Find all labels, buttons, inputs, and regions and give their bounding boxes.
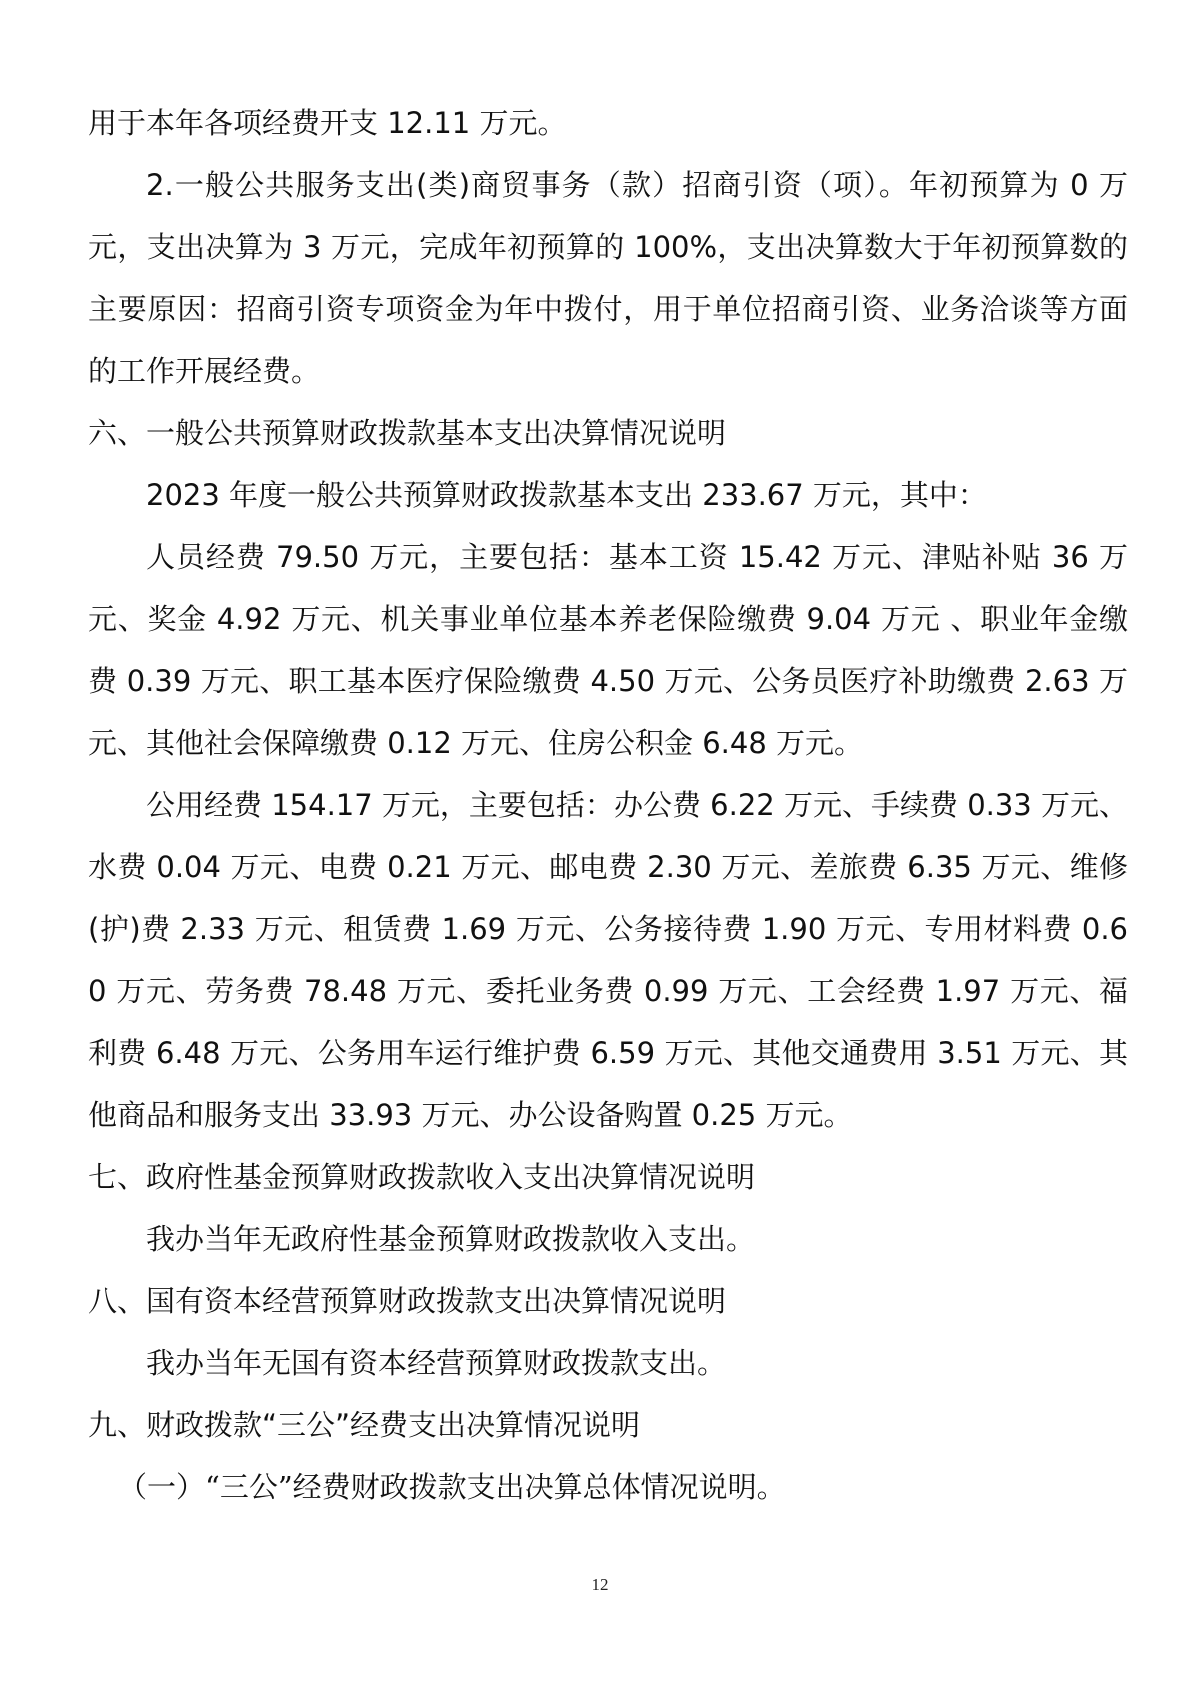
section-heading-6: 六、一般公共预算财政拨款基本支出决算情况说明 (88, 416, 727, 450)
paragraph-state-capital: 我办当年无国有资本经营预算财政拨款支出。 (146, 1346, 727, 1380)
section-heading-7: 七、政府性基金预算财政拨款收入支出决算情况说明 (88, 1160, 756, 1194)
paragraph-investment-promotion: 2.一般公共服务支出(类)商贸事务（款）招商引资（项）。年初预算为 0 万元，支出决算为 3 万元，完成年初预算的 100%，支出决算数大于年初预算数的主要原因：招商引资专项资金为年中拨付，用于单位招商引资、业务洽谈等方面的工作开展经费。 (88, 168, 1128, 388)
paragraph-carryover: 用于本年各项经费开支 12.11 万元。 (88, 106, 567, 140)
paragraph-personnel-expenses: 人员经费 79.50 万元，主要包括：基本工资 15.42 万元、津贴补贴 36 万元、奖金 4.92 万元、机关事业单位基本养老保险缴费 9.04 万元 、职业年金缴费 0.39 万元、职工基本医疗保险缴费 4.50 万元、公务员医疗补助缴费 2.63 万元、其他社会保障缴费 0.12 万元、住房公积金 6.48 万元。 (88, 540, 1128, 760)
page-number: 12 (591, 1575, 609, 1594)
paragraph-government-fund: 我办当年无政府性基金预算财政拨款收入支出。 (146, 1222, 756, 1256)
section-heading-8: 八、国有资本经营预算财政拨款支出决算情况说明 (88, 1284, 727, 1318)
paragraph-basic-expenditure-total: 2023 年度一般公共预算财政拨款基本支出 233.67 万元，其中： (146, 478, 987, 512)
document-body (88, 92, 1128, 1518)
section-heading-9: 九、财政拨款“三公”经费支出决算情况说明 (88, 1408, 641, 1442)
subsection-heading-1: （一）“三公”经费财政拨款支出决算总体情况说明。 (118, 1470, 786, 1504)
paragraph-public-expenses: 公用经费 154.17 万元，主要包括：办公费 6.22 万元、手续费 0.33 万元、水费 0.04 万元、电费 0.21 万元、邮电费 2.30 万元、差旅费 6.35 万元、维修(护)费 2.33 万元、租赁费 1.69 万元、公务接待费 1.90 万元、专用材料费 0.60 万元、劳务费 78.48 万元、委托业务费 0.99 万元、工会经费 1.97 万元、福利费 6.48 万元、公务用车运行维护费 6.59 万元、其他交通费用 3.51 万元、其他商品和服务支出 33.93 万元、办公设备购置 0.25 万元。 (88, 788, 1128, 1132)
